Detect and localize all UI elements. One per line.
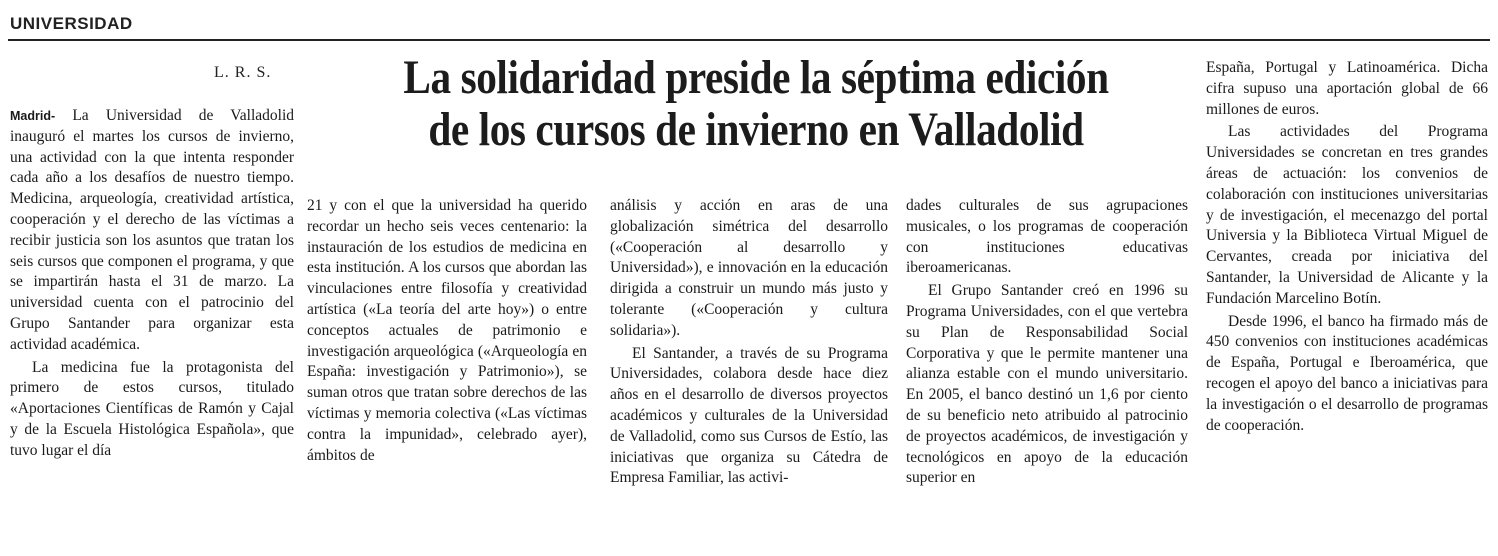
- paragraph-text: La Universidad de Valladolid inauguró el martes los cursos de invierno, una actividad con la que intenta responder cada año a los desafíos de nuestro tiempo. Medicina, arqueología, creatividad artística, cooperación y el derecho de las víctimas a recibir justicia son los asuntos que tratan los seis cursos que componen el programa, y que se impartirán hasta el 31 de marzo. La universidad cuenta con el patrocinio del Grupo Santander para organizar esta actividad académica.: [10, 107, 294, 353]
- article-headline: [378, 52, 1135, 156]
- section-label: UNIVERSIDAD: [10, 14, 133, 33]
- article-paragraph: Las actividades del Programa Universidades se concretan en tres grandes áreas de actuación: los convenios de colaboración con instituciones universitarias y de investigación, el mecenazgo del portal Universia y la Biblioteca Virtual Miguel de Cervantes, creada por iniciativa del Santander, la Universidad de Alicante y la Fundación Marcelino Botín.: [1206, 123, 1488, 307]
- article-paragraph: Desde 1996, el banco ha firmado más de 450 convenios con instituciones académicas de España, Portugal e Iberoamérica, que recogen el apoyo del banco a iniciativas para la investigación o el desarrollo de programas de cooperación.: [1206, 312, 1488, 434]
- article-column-3: [610, 196, 888, 489]
- dateline: Madrid-: [10, 109, 56, 123]
- article-paragraph: dades culturales de sus agrupaciones musicales, o los programas de cooperación con instituciones educativas iberoamericanas.: [906, 197, 1188, 277]
- headline-line-1: La solidaridad preside la séptima edición: [403, 51, 1109, 104]
- headline-line-2: de los cursos de invierno en Valladolid: [428, 103, 1084, 156]
- article-column-5: [1206, 58, 1488, 436]
- article-column-2: [307, 196, 587, 466]
- article-column-1: [10, 106, 294, 462]
- article-column-4: [906, 196, 1188, 489]
- section-divider: [8, 39, 1490, 41]
- article-paragraph: 21 y con el que la universidad ha querido recordar un hecho seis veces centenario: la instauración de los estudios de medicina en esta institución. A los cursos que abordan las vinculaciones entre filosofía y creatividad artística («La teoría del arte hoy») o entre conceptos actuales de patrimonio e investigación arqueológica («Arqueología en España: investigación y Patrimonio»), se suman otros que tratan sobre derechos de las víctimas y memoria colectiva («Las víctimas contra la impunidad», celebrado ayer), ámbitos de: [307, 197, 587, 464]
- article-paragraph: análisis y acción en aras de una globalización simétrica del desarrollo («Cooperación al desarrollo y Universidad»), e innovación en la educación dirigida a construir un mundo más justo y tolerante («Cooperación y cultura solidaria»).: [610, 197, 888, 339]
- article-paragraph: El Santander, a través de su Programa Universidades, colabora desde hace diez años en el desarrollo de diversos proyectos académicos y culturales de la Universidad de Valladolid, como sus Cursos de Estío, las iniciativas que organiza su Cátedra de Empresa Familiar, las activi-: [610, 344, 888, 487]
- article-paragraph: El Grupo Santander creó en 1996 su Programa Universidades, con el que vertebra su Plan de Responsabilidad Social Corporativa y que le permite mantener una alianza estable con el mundo universitario. En 2005, el banco destinó un 1,6 por ciento de su beneficio neto atribuido al patrocinio de proyectos académicos, de investigación y tecnológicos en apoyo de la educación superior en: [906, 282, 1188, 487]
- article-paragraph: La medicina fue la protagonista del primero de estos cursos, titulado «Aportaciones Científicas de Ramón y Cajal y de la Escuela Histológica Española», que tuvo lugar el día: [10, 358, 294, 459]
- article-byline: L. R. S.: [214, 64, 272, 81]
- article-paragraph: [10, 106, 294, 356]
- article-paragraph: España, Portugal y Latinoamérica. Dicha cifra supuso una aportación global de 66 millones de euros.: [1206, 59, 1488, 118]
